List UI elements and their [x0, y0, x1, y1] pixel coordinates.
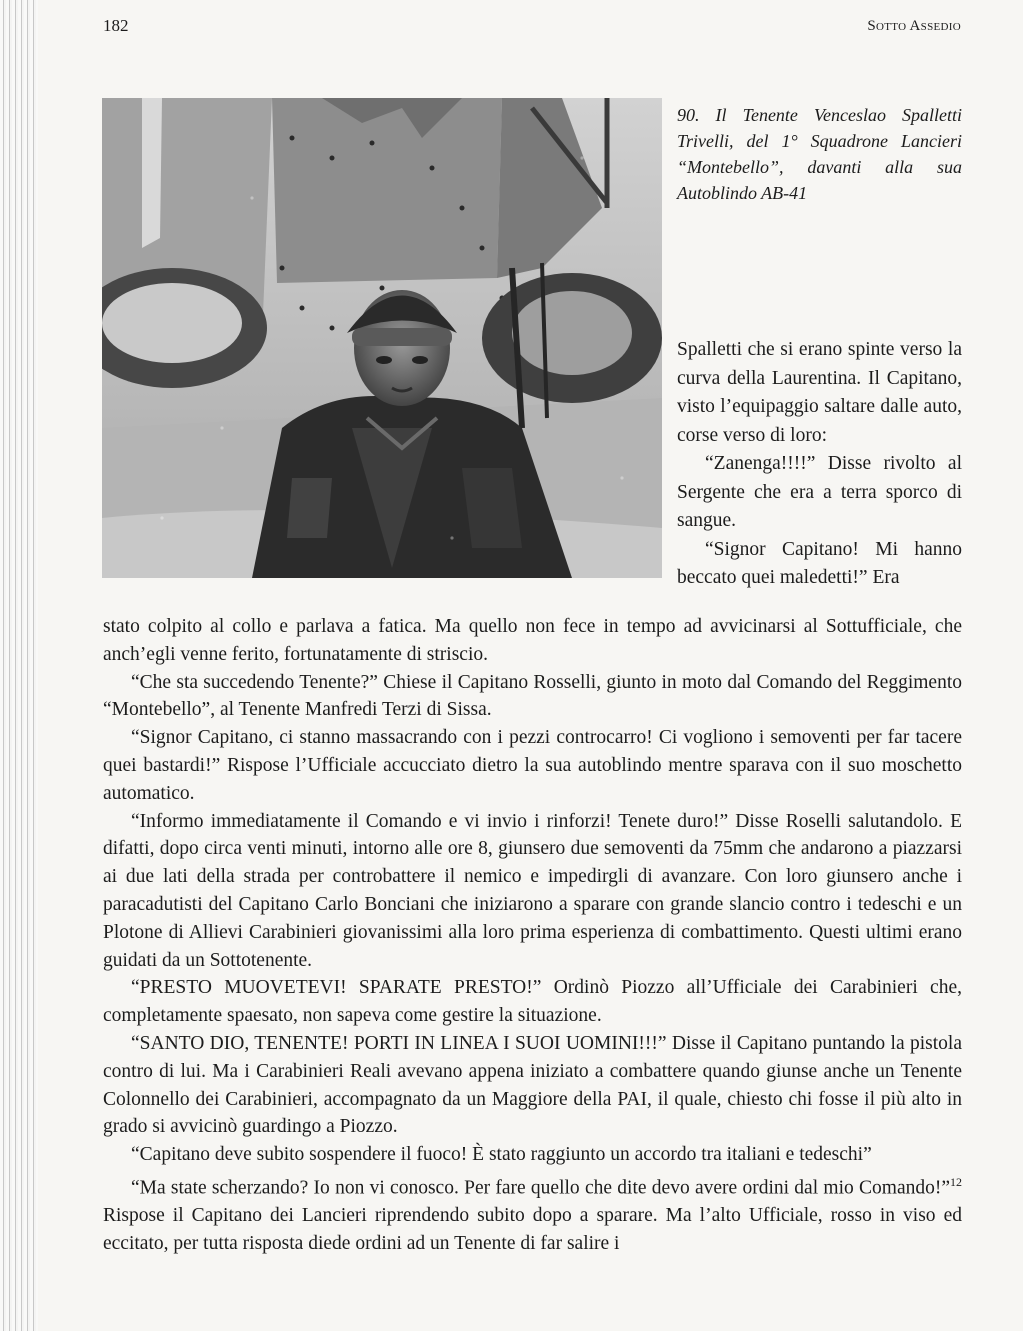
body-paragraph-text: “Ma state scherzando? Io non vi conosco. Per fare quello che dite devo avere ordini dal mio Comando!”: [131, 1177, 950, 1199]
narrow-paragraph: “Signor Capitano! Mi hanno beccato quei maledetti!” Era: [677, 538, 962, 588]
body-paragraph: “Che sta succedendo Tenente?” Chiese il Capitano Rosselli, giunto in moto dal Comando del Reggimento “Montebello”, al Tenente Manfredi Terzi di Sissa.: [103, 671, 962, 721]
photo-illustration: [102, 98, 662, 578]
running-head: Sotto Assedio: [867, 18, 961, 34]
body-paragraph: stato colpito al collo e parlava a fatica. Ma quello non fece in tempo ad avvicinarsi al Sottufficiale, che anch’egli venne ferito, fortunatamente di striscio.: [103, 616, 962, 665]
footnote-reference[interactable]: 12: [950, 1174, 962, 1189]
scan-binding-gutter: [0, 0, 38, 1331]
body-paragraph: “Informo immediatamente il Comando e vi invio i rinforzi! Tenete duro!” Disse Roselli salutandolo. E difatti, dopo circa venti minuti, intorno alle ore 8, giunsero due semoventi da 75mm che andarono a piazzarsi ai due lati della strada per controbattere il nemico e impedirgli di avanzare. Con loro giunsero anche i paracadutisti del Capitano Carlo Bonciani che iniziarono a sparare con grande slancio contro i tedeschi e un Plotone di Allievi Carabinieri giovanissimi alla loro prima esperienza di combattimento. Questi ultimi erano guidati da un Sottotenente.: [103, 810, 962, 971]
figure-caption: 90. Il Tenente Venceslao Spalletti Trivelli, del 1° Squadrone Lancieri “Montebello”, davanti alla sua Autoblindo AB-41: [677, 105, 962, 203]
body-paragraph: “PRESTO MUOVETEVI! SPARATE PRESTO!” Ordinò Piozzo all’Ufficiale dei Carabinieri che, completamente spaesato, non sapeva come gestire la situazione.: [103, 977, 962, 1027]
body-paragraph-text: Rispose il Capitano dei Lancieri riprendendo subito dopo a sparare. Ma l’alto Ufficiale, rosso in viso ed eccitato, per tutta risposta diede ordini ad un Tenente di far salire i: [103, 1205, 962, 1255]
body-text: [103, 613, 962, 1258]
body-paragraph: “Signor Capitano, ci stanno massacrando con i pezzi controcarro! Ci vogliono i semoventi per far tacere quei bastardi!” Rispose l’Ufficiale accucciato dietro la sua autoblindo mentre sparava con il suo moschetto automatico.: [103, 727, 962, 804]
body-paragraph: “Capitano deve subito sospendere il fuoco! È stato raggiunto un accordo tra italiani e tedeschi”: [131, 1144, 872, 1166]
photo-officer-armored-car: [102, 98, 662, 578]
narrow-paragraph: Spalletti che si erano spinte verso la curva della Laurentina. Il Capitano, visto l’equipaggio saltare dalle auto, corse verso di loro:: [677, 339, 962, 446]
page-number: 182: [103, 16, 129, 35]
body-paragraph: “SANTO DIO, TENENTE! PORTI IN LINEA I SUOI UOMINI!!!” Disse il Capitano puntando la pistola contro di lui. Ma i Carabinieri Reali avevano appena iniziato a combattere quando giunse anche un Tenente Colonnello dei Carabinieri, accompagnato da un Maggiore della PAI, il quale, chiesto chi fosse il più alto in grado si avvicinò guardingo a Piozzo.: [103, 1032, 962, 1138]
narrow-text-column: [677, 336, 962, 593]
body-paragraph: [103, 1169, 962, 1258]
narrow-paragraph: “Zanenga!!!!” Disse rivolto al Sergente che era a terra sporco di sangue.: [677, 453, 962, 531]
